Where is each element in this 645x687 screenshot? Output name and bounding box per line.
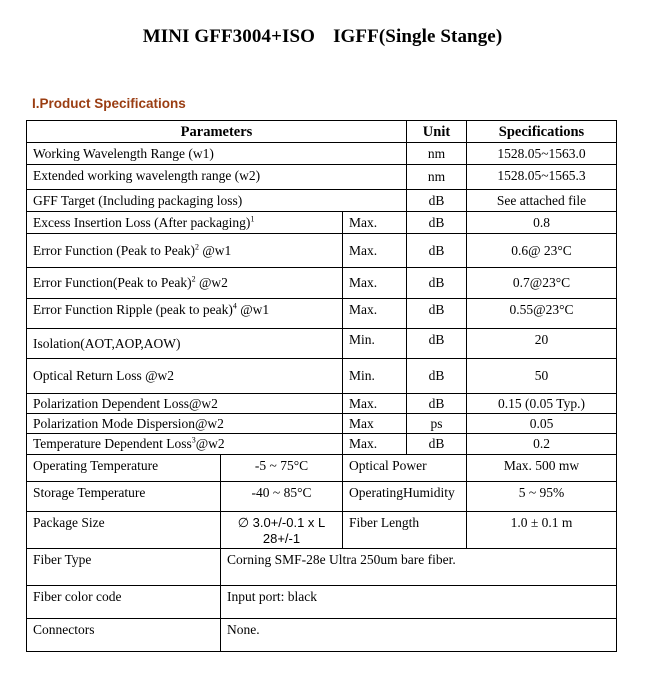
footnote-marker: 2	[191, 274, 196, 284]
unit-cell: dB	[407, 268, 467, 299]
title-main: MINI GFF3004+ISO	[142, 26, 316, 47]
param-cell: Polarization Dependent Loss@w2	[27, 394, 343, 414]
limit-cell: Min.	[343, 359, 407, 394]
limit-cell: Max.	[343, 268, 407, 299]
spec-cell: 0.2	[467, 434, 617, 455]
value-cell: -5 ~ 75°C	[221, 455, 343, 482]
unit-cell: ps	[407, 414, 467, 434]
unit-cell: dB	[407, 329, 467, 359]
value2-cell: 5 ~ 95%	[467, 482, 617, 512]
header-unit: Unit	[407, 121, 467, 143]
spec-cell: 0.8	[467, 212, 617, 234]
param-cell: Storage Temperature	[27, 482, 221, 512]
spec-cell: 0.55@23°C	[467, 299, 617, 329]
param-cell: Isolation(AOT,AOP,AOW)	[27, 329, 343, 359]
param-cell: Package Size	[27, 512, 221, 549]
header-parameters: Parameters	[27, 121, 407, 143]
value2-cell: Max. 500 mw	[467, 455, 617, 482]
table-row	[27, 619, 617, 652]
param-cell	[27, 234, 343, 268]
param-cell: Operating Temperature	[27, 455, 221, 482]
value-cell: Corning SMF-28e Ultra 250um bare fiber.	[221, 549, 617, 586]
param-cell	[27, 268, 343, 299]
table-row	[27, 234, 617, 268]
spec-cell: 50	[467, 359, 617, 394]
param2-cell: OperatingHumidity	[343, 482, 467, 512]
unit-cell: dB	[407, 394, 467, 414]
spec-cell: 1528.05~1563.0	[467, 143, 617, 165]
param-cell	[27, 299, 343, 329]
unit-cell: dB	[407, 359, 467, 394]
table-row	[27, 268, 617, 299]
param-suffix: @w1	[236, 302, 270, 317]
spec-cell: 1528.05~1565.3	[467, 165, 617, 190]
unit-cell: dB	[407, 299, 467, 329]
unit-cell: nm	[407, 143, 467, 165]
limit-cell: Max.	[343, 394, 407, 414]
param-text: Error Function (Peak to Peak)	[33, 242, 195, 258]
param-text: Error Function Ripple (peak to peak)	[33, 302, 233, 317]
param-cell	[27, 434, 343, 455]
param-cell: Connectors	[27, 619, 221, 652]
spec-cell: 20	[467, 329, 617, 359]
spec-cell: 0.05	[467, 414, 617, 434]
footnote-marker: 3	[191, 435, 196, 445]
param2-cell: Fiber Length	[343, 512, 467, 549]
title-suffix: IGFF(Single Stange)	[333, 26, 503, 47]
unit-cell: nm	[407, 165, 467, 190]
limit-cell: Max	[343, 414, 407, 434]
footnote-marker: 4	[232, 301, 237, 311]
table-row	[27, 143, 617, 165]
param-cell: GFF Target (Including packaging loss)	[27, 190, 407, 212]
table-row	[27, 394, 617, 414]
param-text: Excess Insertion Loss (After packaging)	[33, 214, 251, 230]
value-cell: None.	[221, 619, 617, 652]
param-suffix: @w2	[195, 275, 228, 290]
table-row	[27, 482, 617, 512]
footnote-marker: 1	[250, 214, 255, 223]
value-cell: -40 ~ 85°C	[221, 482, 343, 512]
param-suffix: @w1	[198, 242, 232, 258]
header-specifications: Specifications	[467, 121, 617, 143]
limit-cell: Max.	[343, 234, 407, 268]
param2-cell: Optical Power	[343, 455, 467, 482]
unit-cell: dB	[407, 434, 467, 455]
limit-cell: Max.	[343, 299, 407, 329]
param-cell: Optical Return Loss @w2	[27, 359, 343, 394]
spec-cell: 0.7@23°C	[467, 268, 617, 299]
section-heading: I.Product Specifications	[32, 96, 186, 111]
spec-cell: 0.6@ 23°C	[467, 234, 617, 268]
value-cell: ∅ 3.0+/-0.1 x L 28+/-1	[221, 512, 343, 549]
document-title	[0, 26, 645, 48]
table-row	[27, 329, 617, 359]
value-cell: Input port: black	[221, 586, 617, 619]
table-row	[27, 586, 617, 619]
table-row	[27, 414, 617, 434]
param-cell: Working Wavelength Range (w1)	[27, 143, 407, 165]
param-cell: Extended working wavelength range (w2)	[27, 165, 407, 190]
limit-cell: Max.	[343, 434, 407, 455]
param-text: Temperature Dependent Loss	[33, 436, 192, 451]
table-row	[27, 512, 617, 549]
table-row	[27, 359, 617, 394]
unit-cell: dB	[407, 234, 467, 268]
value2-cell: 1.0 ± 0.1 m	[467, 512, 617, 549]
table-row	[27, 190, 617, 212]
limit-cell: Max.	[343, 212, 407, 234]
spec-table	[26, 120, 617, 652]
param-cell: Polarization Mode Dispersion@w2	[27, 414, 343, 434]
table-row	[27, 165, 617, 190]
param-cell: Fiber Type	[27, 549, 221, 586]
spec-cell: See attached file	[467, 190, 617, 212]
spec-cell: 0.15 (0.05 Typ.)	[467, 394, 617, 414]
unit-cell: dB	[407, 190, 467, 212]
table-row	[27, 434, 617, 455]
table-row	[27, 299, 617, 329]
header-row	[27, 121, 617, 143]
param-cell	[27, 212, 343, 234]
unit-cell: dB	[407, 212, 467, 234]
footnote-marker: 2	[194, 242, 199, 251]
table-row	[27, 455, 617, 482]
table-row	[27, 212, 617, 234]
param-cell: Fiber color code	[27, 586, 221, 619]
param-text: Error Function(Peak to Peak)	[33, 275, 192, 290]
table-row	[27, 549, 617, 586]
limit-cell: Min.	[343, 329, 407, 359]
param-suffix: @w2	[195, 436, 225, 451]
